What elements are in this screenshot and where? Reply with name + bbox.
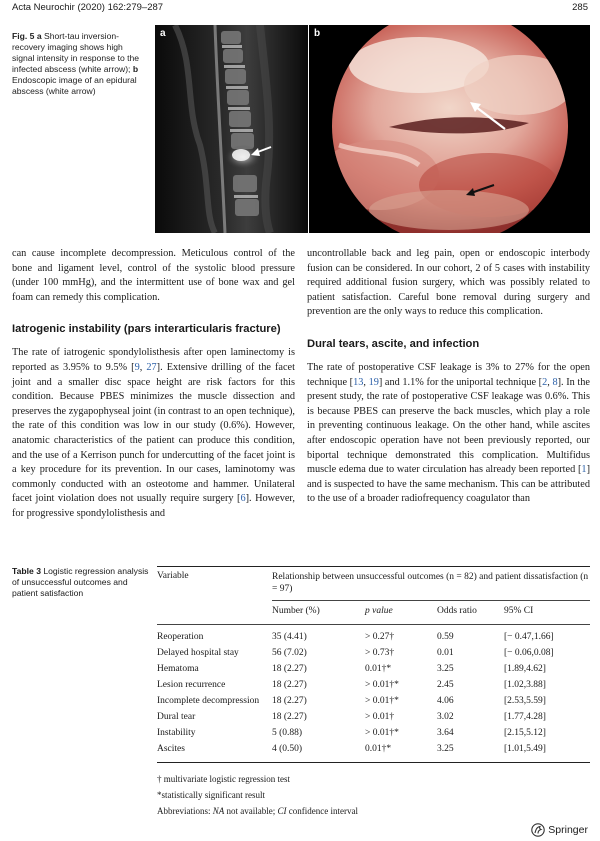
table-cell: [2.15,5.12] <box>504 728 546 738</box>
table-cell: [1.02,3.88] <box>504 680 546 690</box>
section-heading-iatrogenic-instability: Iatrogenic instability (pars interarticularis fracture) <box>12 323 281 336</box>
table-cell: > 0.01†* <box>365 696 399 706</box>
springer-horse-icon <box>531 823 545 837</box>
table-rule-group <box>272 600 590 601</box>
col-header-p-value: p value <box>365 606 393 616</box>
citation-link[interactable]: 9 <box>134 361 140 373</box>
table-cell: 2.45 <box>437 680 454 690</box>
table-cell: 18 (2.27) <box>272 680 307 690</box>
caption-panel-b-letter: b <box>132 64 139 74</box>
col-header-odds-ratio: Odds ratio <box>437 606 477 616</box>
body-column-left <box>12 247 295 522</box>
table-cell: > 0.27† <box>365 632 395 642</box>
citation-link[interactable]: 1 <box>581 464 587 476</box>
paragraph: The rate of postoperative CSF leakage is 3% to 27% for the open technique [13, 19] and 1.1% for the uniportal technique [2, 8]. In the present study, the rate of postoperative CSF leakage was 0.6%. This is because PBES can preserve the back muscles, which play a role in preventing continuous leakage. On the other hand, while ascites after endoscopic operation have not been previously reported, our biportal technique demonstrated this complication. Multifidus muscle edema due to water circulation has already been reported [1] and is suspected to have the same mechanism. This can be attributed to the use of a broader radiofrequency coagulator than <box>307 361 590 505</box>
paragraph: The rate of iatrogenic spondylolisthesis after open laminectomy is reported as 3.95% to 9.5% [9, 27]. Extensive drilling of the facet joint and a smaller disc space height are risk factors for this condition. Because PBES minimizes the muscle dissection and preserves the zygapophyseal joint (in contrast to an open technique), the rate of this condition was low in our study (0.6%). However, anatomic characteristics of the patient can produce this condition, and the use of a Kerrison punch for undercutting of the facet joint is a key procedure for its prevention. In our cases, laminotomy was commonly conducted with an osteotome and hammer. Unilateral facet joint violation does not usually require surgery [6]. However, for progressive spondylolisthesis and <box>12 347 296 519</box>
col-header-number: Number (%) <box>272 606 320 616</box>
table-cell: 56 (7.02) <box>272 648 307 658</box>
col-header-group: Relationship between unsuccessful outcomes (n = 82) and patient dissatisfaction (n = 97) <box>272 572 589 594</box>
panel-a-label: a <box>160 28 166 39</box>
table-row-label: Reoperation <box>157 632 204 642</box>
caption-panel-b-text: Endoscopic image of an epidural abscess (white arrow) <box>12 75 137 96</box>
citation-link[interactable]: 2 <box>542 376 548 388</box>
paragraph: can cause incomplete decompression. Meticulous control of the bone and ligament level, control of the systolic blood pressure (under 100 mmHg), and the intermittent use of bone wax and gel foam can remedy this complication. <box>12 248 295 303</box>
table-cell: 3.02 <box>437 712 454 722</box>
journal-citation: Acta Neurochir (2020) 162:279–287 <box>12 2 164 13</box>
table-row-label: Instability <box>157 728 196 738</box>
table-cell: 4 (0.50) <box>272 744 303 754</box>
table-cell: [− 0.06,0.08] <box>504 648 554 658</box>
mri-image <box>155 25 308 233</box>
table-cell: 0.59 <box>437 632 454 642</box>
table-rule-header <box>157 624 590 625</box>
table-cell: 3.25 <box>437 664 454 674</box>
table-rule-top <box>157 566 590 567</box>
citation-link[interactable]: 13 <box>353 376 364 388</box>
table-caption-text: Logistic regression analysis of unsuccessful outcomes and patient satisfaction <box>12 566 149 598</box>
table-cell: 18 (2.27) <box>272 696 307 706</box>
figure-panel-b-endoscopic <box>309 25 590 233</box>
citation-link[interactable]: 6 <box>240 493 246 505</box>
caption-panel-a-text: Short-tau inversion-recovery imaging shows high signal intensity in response to the infected abscess (white arrow); <box>12 31 140 74</box>
citation-link[interactable]: 19 <box>368 376 379 388</box>
citation-link[interactable]: 27 <box>146 361 157 373</box>
table-cell: 0.01 <box>437 648 454 658</box>
table-rule-bottom <box>157 762 590 763</box>
body-column-right <box>307 247 590 507</box>
table-cell: [− 0.47,1.66] <box>504 632 554 642</box>
table-cell: > 0.01†* <box>365 680 399 690</box>
table-cell: [1.01,5.49] <box>504 744 546 754</box>
table-note-abbreviations: Abbreviations: NA not available; CI confidence interval <box>157 806 358 816</box>
table-cell: 5 (0.88) <box>272 728 303 738</box>
table-caption <box>12 566 152 599</box>
figure-label: Fig. 5 <box>12 31 35 41</box>
paragraph: uncontrollable back and leg pain, open or endoscopic interbody fusion can be considered. In our cohort, 2 of 5 cases with instability required additional fusion surgery, which was possibly related to patient satisfaction. Careful bone removal during surgery and prevention are the only ways to reduce this complication. <box>307 248 590 318</box>
table-label: Table 3 <box>12 566 41 576</box>
page-number: 285 <box>572 2 588 13</box>
table-row-label: Ascites <box>157 744 185 754</box>
table-row-label: Incomplete decompression <box>157 696 260 706</box>
table-cell: > 0.01†* <box>365 728 399 738</box>
table-cell: > 0.01† <box>365 712 395 722</box>
figure-panel-a-mri <box>155 25 308 233</box>
col-header-variable: Variable <box>157 571 189 581</box>
col-header-ci: 95% CI <box>504 606 534 616</box>
table-row-label: Dural tear <box>157 712 196 722</box>
table-row-label: Delayed hospital stay <box>157 648 239 658</box>
table-cell: 3.64 <box>437 728 454 738</box>
table-cell: 0.01†* <box>365 664 392 674</box>
table-cell: 3.25 <box>437 744 454 754</box>
figure-caption <box>12 31 144 97</box>
table-cell: [1.77,4.28] <box>504 712 546 722</box>
table-cell: > 0.73† <box>365 648 395 658</box>
publisher-logo <box>531 823 588 837</box>
publisher-name: Springer <box>548 824 588 836</box>
table-note-significance: *statistically significant result <box>157 790 265 800</box>
table-cell: [1.89,4.62] <box>504 664 546 674</box>
running-header <box>12 2 588 16</box>
endoscopic-image <box>309 25 590 233</box>
caption-panel-a-letter: a <box>36 31 42 41</box>
table-row-label: Lesion recurrence <box>157 680 226 690</box>
table-note-multivariate: † multivariate logistic regression test <box>157 774 290 784</box>
panel-b-label: b <box>314 28 321 39</box>
citation-link[interactable]: 8 <box>552 376 558 388</box>
table-cell: 0.01†* <box>365 744 392 754</box>
table-cell: 18 (2.27) <box>272 664 307 674</box>
table-cell: 4.06 <box>437 696 454 706</box>
table-cell: 35 (4.41) <box>272 632 307 642</box>
table-row-label: Hematoma <box>157 664 199 674</box>
table-cell: 18 (2.27) <box>272 712 307 722</box>
section-heading-dural-tears: Dural tears, ascite, and infection <box>307 337 480 350</box>
table-cell: [2.53,5.59] <box>504 696 546 706</box>
